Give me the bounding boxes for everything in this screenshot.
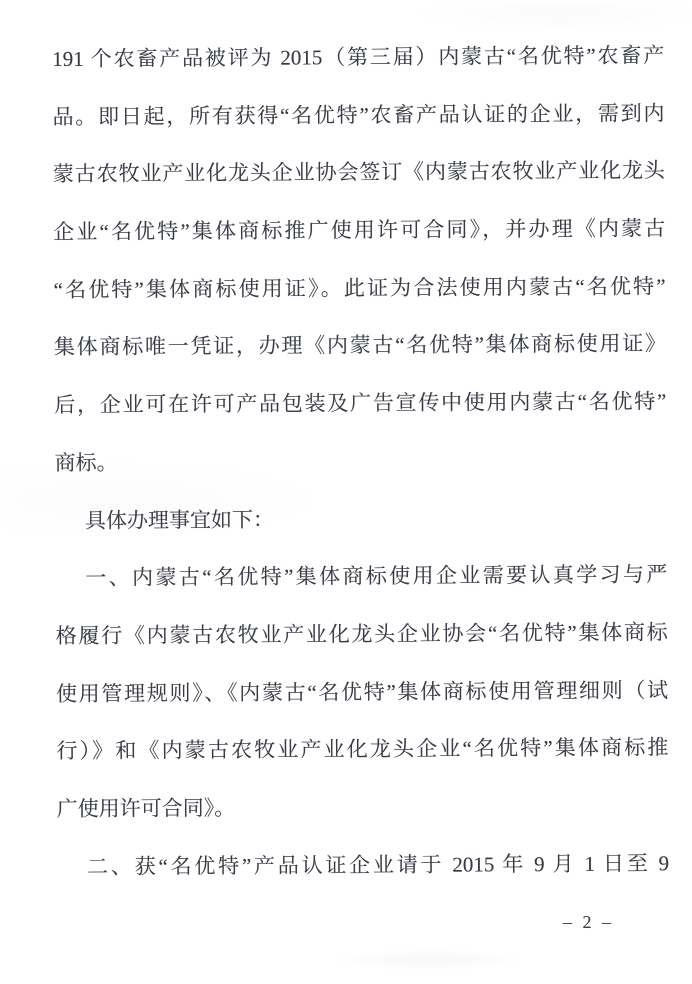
text-line: 集体商标唯一凭证，办理《内蒙古“名优特”集体商标使用证》	[53, 331, 666, 360]
document-body	[52, 27, 669, 896]
text-line: “名优特”集体商标使用证》。此证为合法使用内蒙古“名优特”	[53, 274, 666, 302]
text-line: 一、内蒙古“名优特”集体商标使用企业需要认真学习与严	[85, 562, 668, 590]
text-line: 格履行《内蒙古农牧业产业化龙头企业协会“名优特”集体商标	[55, 620, 668, 648]
page-number: – 2 –	[563, 912, 614, 932]
text-line: 蒙古农牧业产业化龙头企业协会签订《内蒙古农牧业产业化龙头	[52, 158, 665, 187]
text-line: 行）》和《内蒙古农牧业产业化龙头企业“名优特”集体商标推	[56, 735, 669, 764]
text-line: 企业“名优特”集体商标推广使用许可合同》，并办理《内蒙古	[53, 216, 666, 245]
text-line: 商标。	[54, 450, 118, 475]
text-line: 品。即日起，所有获得“名优特”农畜产品认证的企业，需到内	[52, 100, 665, 129]
text-line: 后，企业可在许可产品包装及广告宣传中使用内蒙古“名优特”	[54, 389, 667, 418]
text-line: 广使用许可合同》。	[56, 795, 236, 821]
text-line: 具体办理事宜如下：	[84, 507, 275, 533]
text-line: 二、获“名优特”产品认证企业请于 2015 年 9 月 1 日至 9	[87, 850, 670, 879]
text-line: 191 个农畜产品被评为 2015（第三届）内蒙古“名优特”农畜产	[52, 43, 665, 71]
text-line: 使用管理规则》、《内蒙古“名优特”集体商标使用管理细则（试	[55, 677, 669, 706]
